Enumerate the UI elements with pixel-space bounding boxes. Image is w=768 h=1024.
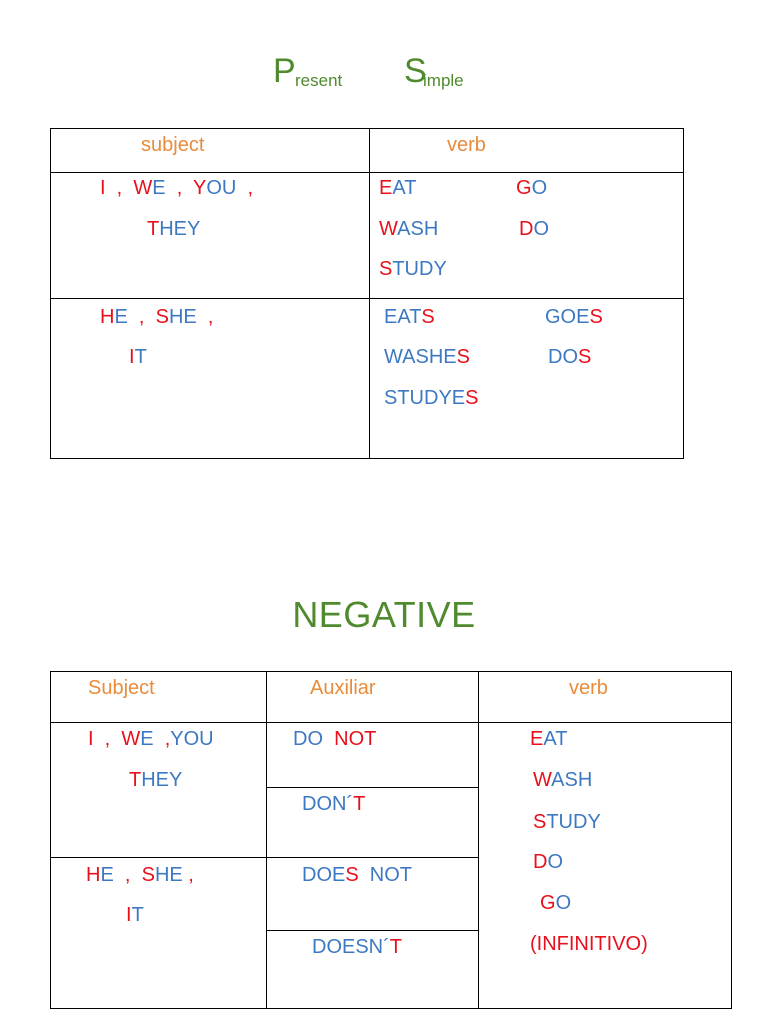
- text-run: D: [519, 218, 534, 240]
- text-run: S: [345, 864, 359, 886]
- text-run: T: [147, 218, 160, 240]
- text-run: ,: [93, 728, 122, 750]
- t1-verb-wash: [379, 217, 438, 241]
- text-run: T: [389, 936, 403, 958]
- text-run: DOE: [302, 864, 346, 886]
- text-run: HEY: [141, 769, 183, 791]
- t1-row2-subject-line2: [129, 345, 147, 369]
- t2-header-auxiliar: Auxiliar: [310, 677, 376, 699]
- text-run: S: [456, 346, 470, 368]
- text-run: W: [379, 218, 398, 240]
- text-run: G: [516, 177, 532, 199]
- t2-header-verb: verb: [569, 677, 608, 699]
- text-run: T: [353, 793, 366, 815]
- negative-title: NEGATIVE: [292, 594, 476, 635]
- text-run: DOESN´: [312, 936, 390, 958]
- t1-verb-washes: [384, 345, 470, 369]
- text-run: ,: [127, 306, 156, 328]
- t1-verb-eats: [384, 305, 435, 329]
- title-initial-s: S: [404, 52, 427, 90]
- t2-verb-infinitivo: [530, 932, 648, 956]
- title-rest-present: resent: [295, 71, 343, 90]
- t2-verb-eat: [530, 727, 567, 751]
- t2-aux-does-not: [302, 863, 412, 887]
- text-run: Y: [193, 177, 207, 199]
- t2-verb-study: [533, 810, 601, 834]
- text-run: T: [134, 346, 147, 368]
- text-run: S: [141, 864, 155, 886]
- text-run: TUDY: [546, 811, 601, 833]
- text-run: S: [589, 306, 603, 328]
- t1-verb-eat: [379, 176, 416, 200]
- text-run: O: [547, 851, 564, 873]
- text-run: ,: [236, 177, 254, 199]
- text-run: ,: [105, 177, 134, 199]
- text-run: ,: [153, 728, 171, 750]
- text-run: G: [540, 892, 556, 914]
- t1-row1-subject-line1: [100, 176, 253, 200]
- text-run: S: [465, 387, 479, 409]
- text-run: W: [533, 769, 552, 791]
- page-title: [0, 52, 768, 102]
- text-run: E: [530, 728, 544, 750]
- t2-aux-do-not: [293, 727, 376, 751]
- text-run: ,: [113, 864, 142, 886]
- t2-aux-doesnt: [312, 935, 402, 959]
- text-run: D: [533, 851, 548, 873]
- text-run: DO: [548, 346, 578, 368]
- text-run: WASHE: [384, 346, 457, 368]
- text-run: S: [533, 811, 547, 833]
- t2-verb-go: [540, 891, 571, 915]
- text-run: O: [531, 177, 548, 199]
- text-run: E: [152, 177, 166, 199]
- text-run: TUDY: [392, 258, 447, 280]
- text-run: DON´: [302, 793, 354, 815]
- text-run: ,: [196, 306, 214, 328]
- text-run: GOE: [545, 306, 590, 328]
- text-run: I: [88, 728, 94, 750]
- t2-row1-subject-line2: [129, 768, 182, 792]
- text-run: EAT: [384, 306, 422, 328]
- text-run: DO: [293, 728, 335, 750]
- text-run: ASH: [551, 769, 593, 791]
- text-run: OU: [206, 177, 237, 199]
- text-run: HE: [168, 306, 197, 328]
- title-rest-simple: imple: [423, 71, 464, 90]
- t1-verb-study: [379, 257, 447, 281]
- t2-aux-dont: [302, 792, 365, 816]
- text-run: E: [100, 864, 114, 886]
- t2-verb-wash: [533, 768, 592, 792]
- text-run: E: [140, 728, 154, 750]
- t2-row2-subject-line2: [126, 903, 144, 927]
- t1-row2-subject-line1: [100, 305, 213, 329]
- text-run: W: [121, 728, 141, 750]
- text-run: S: [421, 306, 435, 328]
- t2-row1-subject-line1: [88, 727, 214, 751]
- text-run: NOT: [358, 864, 413, 886]
- text-run: S: [379, 258, 393, 280]
- text-run: I: [126, 904, 132, 926]
- title-initial-p: P: [273, 52, 296, 90]
- text-run: ,: [182, 864, 194, 886]
- t1-verb-go: [516, 176, 547, 200]
- text-run: O: [533, 218, 550, 240]
- text-run: H: [100, 306, 115, 328]
- text-run: S: [578, 346, 592, 368]
- t1-row1-subject-line2: [147, 217, 200, 241]
- t2-header-subject: Subject: [88, 677, 155, 699]
- text-run: ,: [165, 177, 194, 199]
- t1-header-verb: verb: [447, 134, 486, 156]
- text-run: E: [114, 306, 128, 328]
- text-run: NOT: [334, 728, 377, 750]
- text-run: STUDYE: [384, 387, 466, 409]
- t2-verb-do: [533, 850, 563, 874]
- text-run: H: [86, 864, 101, 886]
- text-run: AT: [543, 728, 568, 750]
- text-run: T: [129, 769, 142, 791]
- text-run: HE: [154, 864, 183, 886]
- t1-verb-studyes: [384, 386, 478, 410]
- text-run: I: [100, 177, 106, 199]
- text-run: E: [379, 177, 393, 199]
- text-run: ASH: [397, 218, 439, 240]
- text-run: AT: [392, 177, 417, 199]
- text-run: O: [555, 892, 572, 914]
- t1-verb-do: [519, 217, 549, 241]
- t1-verb-dos: [548, 345, 591, 369]
- text-run: T: [131, 904, 144, 926]
- t1-verb-goes: [545, 305, 603, 329]
- text-run: YOU: [170, 728, 214, 750]
- text-run: HEY: [159, 218, 201, 240]
- t2-row2-subject-line1: [86, 863, 194, 887]
- t1-header-subject: subject: [141, 134, 205, 156]
- text-run: I: [129, 346, 135, 368]
- text-run: S: [155, 306, 169, 328]
- text-run: W: [133, 177, 153, 199]
- text-run: (INFINITIVO): [530, 933, 648, 955]
